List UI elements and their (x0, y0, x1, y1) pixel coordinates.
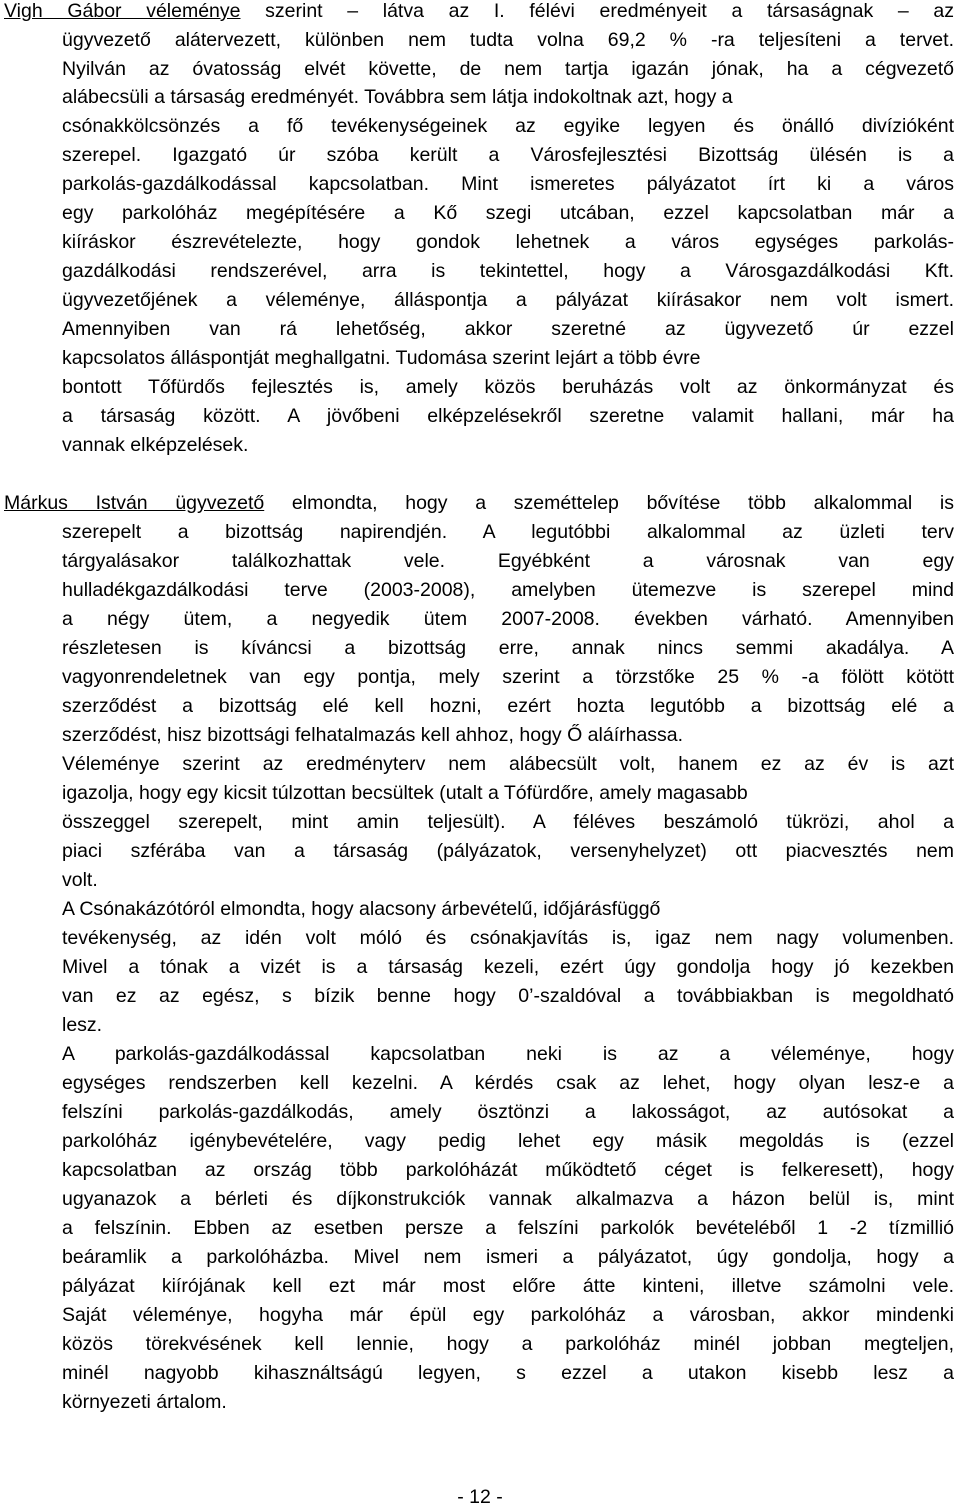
paragraph-line: hulladékgazdálkodási terve (2003-2008), amelyben ütemezve is szerepel mind (62, 579, 954, 601)
paragraph-line: szerződést, hisz bizottsági felhatalmazás kell ahhoz, hogy Ő aláírhassa. (62, 724, 684, 746)
paragraph-line: részletesen is kíváncsi a bizottság erre, annak nincs semmi akadálya. A (62, 637, 954, 659)
paragraph-line: szerepelt a bizottság napirendjén. A legutóbbi alkalommal az üzleti terv (62, 521, 954, 543)
page-number: - 12 - (457, 1486, 503, 1508)
speaker-name: Márkus István ügyvezető (4, 492, 265, 514)
paragraph-line: vagyonrendeletnek van egy pontja, mely szerint a törzstőke 25 % -a fölött kötött (62, 666, 954, 688)
paragraph-line: egy parkolóház megépítésére a Kő szegi utcában, ezzel kapcsolatban már a (62, 202, 954, 224)
paragraph-line: ügyvezető alátervezett, különben nem tudta volna 69,2 % -ra teljesíteni a tervet. (62, 29, 954, 51)
paragraph-line: vannak elképzelések. (62, 434, 249, 456)
paragraph-line: ügyvezetőjének a véleménye, álláspontja a pályázat kiírásakor nem volt ismert. (62, 289, 954, 311)
paragraph-line: környezeti ártalom. (62, 1391, 227, 1413)
paragraph-line: közös törekvésének kell lennie, hogy a parkolóház minél jobban megteljen, (62, 1333, 954, 1355)
paragraph-line: a társaság között. A jövőbeni elképzelésekről szeretne valamit hallani, már ha (62, 405, 954, 427)
paragraph-line: tárgyalásakor találkozhattak vele. Egyébként a városnak van egy (62, 550, 954, 572)
paragraph-line: lesz. (62, 1014, 103, 1036)
paragraph-line: Márkus István ügyvezető elmondta, hogy a szeméttelep bővítése több alkalommal is (4, 492, 955, 514)
paragraph-line: szerepel. Igazgató úr szóba került a Városfejlesztési Bizottság ülésén is a (62, 144, 954, 166)
paragraph-line: Saját véleménye, hogyha már épül egy parkolóház a városban, akkor mindenki (62, 1304, 954, 1326)
paragraph-line: Vigh Gábor véleménye szerint – látva az I. félévi eredményeit a társaságnak – az (4, 0, 954, 22)
paragraph-line: van ez az egész, s bízik benne hogy 0’-szaldóval a továbbiakban is megoldható (62, 985, 954, 1007)
paragraph-line: parkolás-gazdálkodással kapcsolatban. Mint ismeretes pályázatot írt ki a város (62, 173, 954, 195)
paragraph-line: pályázat kiírójának kell ezt már most előre átte kinteni, illetve számolni vele. (62, 1275, 954, 1297)
paragraph-line: felszíni parkolás-gazdálkodás, amely ösztönzi a lakosságot, az autósokat a (62, 1101, 954, 1123)
paragraph-line: parkolóház igénybevételére, vagy pedig lehet egy másik megoldás is (ezzel (62, 1130, 954, 1152)
paragraph-line: egységes rendszerben kell kezelni. A kérdés csak az lehet, hogy olyan lesz-e a (62, 1072, 954, 1094)
paragraph-line: A parkolás-gazdálkodással kapcsolatban neki is az a véleménye, hogy (62, 1043, 954, 1065)
speaker-name: Vigh Gábor véleménye (4, 0, 241, 22)
paragraph-line: beáramlik a parkolóházba. Mivel nem ismeri a pályázatot, úgy gondolja, hogy a (62, 1246, 954, 1268)
paragraph-line: kapcsolatban az ország több parkolóházát működtető céget is felkeresett), hogy (62, 1159, 954, 1181)
paragraph-line: Mivel a tónak a vizét is a társaság kezeli, ezért úgy gondolja hogy jó kezekben (62, 956, 954, 978)
paragraph-line: a négy ütem, a negyedik ütem 2007-2008. években várható. Amennyiben (62, 608, 954, 630)
paragraph-line: kapcsolatos álláspontját meghallgatni. Tudomása szerint lejárt a több évre (62, 347, 701, 369)
paragraph-line: A Csónakázótóról elmondta, hogy alacsony árbevételű, időjárásfüggő (62, 898, 661, 920)
paragraph-line: a felszínin. Ebben az esetben persze a felszíni parkolók bevételéből 1 -2 tízmillió (62, 1217, 954, 1239)
paragraph-line: piaci szférába van a társaság (pályázatok, versenyhelyzet) ott piacvesztés nem (62, 840, 954, 862)
paragraph-line: tevékenység, az idén volt móló és csónakjavítás is, igaz nem nagy volumenben. (62, 927, 954, 949)
paragraph-line: csónakkölcsönzés a fő tevékenységeinek az egyike legyen és önálló divízióként (62, 115, 954, 137)
paragraph-line: igazolja, hogy egy kicsit túlzottan becsültek (utalt a Tófürdőre, amely magasabb (62, 782, 748, 804)
paragraph-line: kiíráskor észrevételezte, hogy gondok lehetnek a város egységes parkolás- (62, 231, 954, 253)
paragraph-line: minél nagyobb kihasználtságú legyen, s ezzel a utakon kisebb lesz a (62, 1362, 954, 1384)
paragraph-line: ugyanazok a bérleti és díjkonstrukciók vannak alkalmazva a házon belül is, mint (62, 1188, 954, 1210)
paragraph-line: gazdálkodási rendszerével, arra is tekintettel, hogy a Városgazdálkodási Kft. (62, 260, 954, 282)
paragraph-line: bontott Tőfürdős fejlesztés is, amely közös beruházás volt az önkormányzat és (62, 376, 954, 398)
paragraph-line: Nyilván az óvatosság elvét követte, de nem tartja igazán jónak, ha a cégvezető (62, 58, 954, 80)
paragraph-line: alábecsüli a társaság eredményét. Továbbra sem látja indokoltnak azt, hogy a (62, 86, 733, 108)
paragraph-line: Véleménye szerint az eredményterv nem alábecsült volt, hanem ez az év is azt (62, 753, 954, 775)
paragraph-line: volt. (62, 869, 98, 891)
paragraph-line: Amennyiben van rá lehetőség, akkor szeretné az ügyvezető úr ezzel (62, 318, 954, 340)
paragraph-line: szerződést a bizottság elé kell hozni, ezért hozta legutóbb a bizottság elé a (62, 695, 954, 717)
paragraph-line: összeggel szerepelt, mint amin teljesült). A féléves beszámoló tükrözi, ahol a (62, 811, 954, 833)
